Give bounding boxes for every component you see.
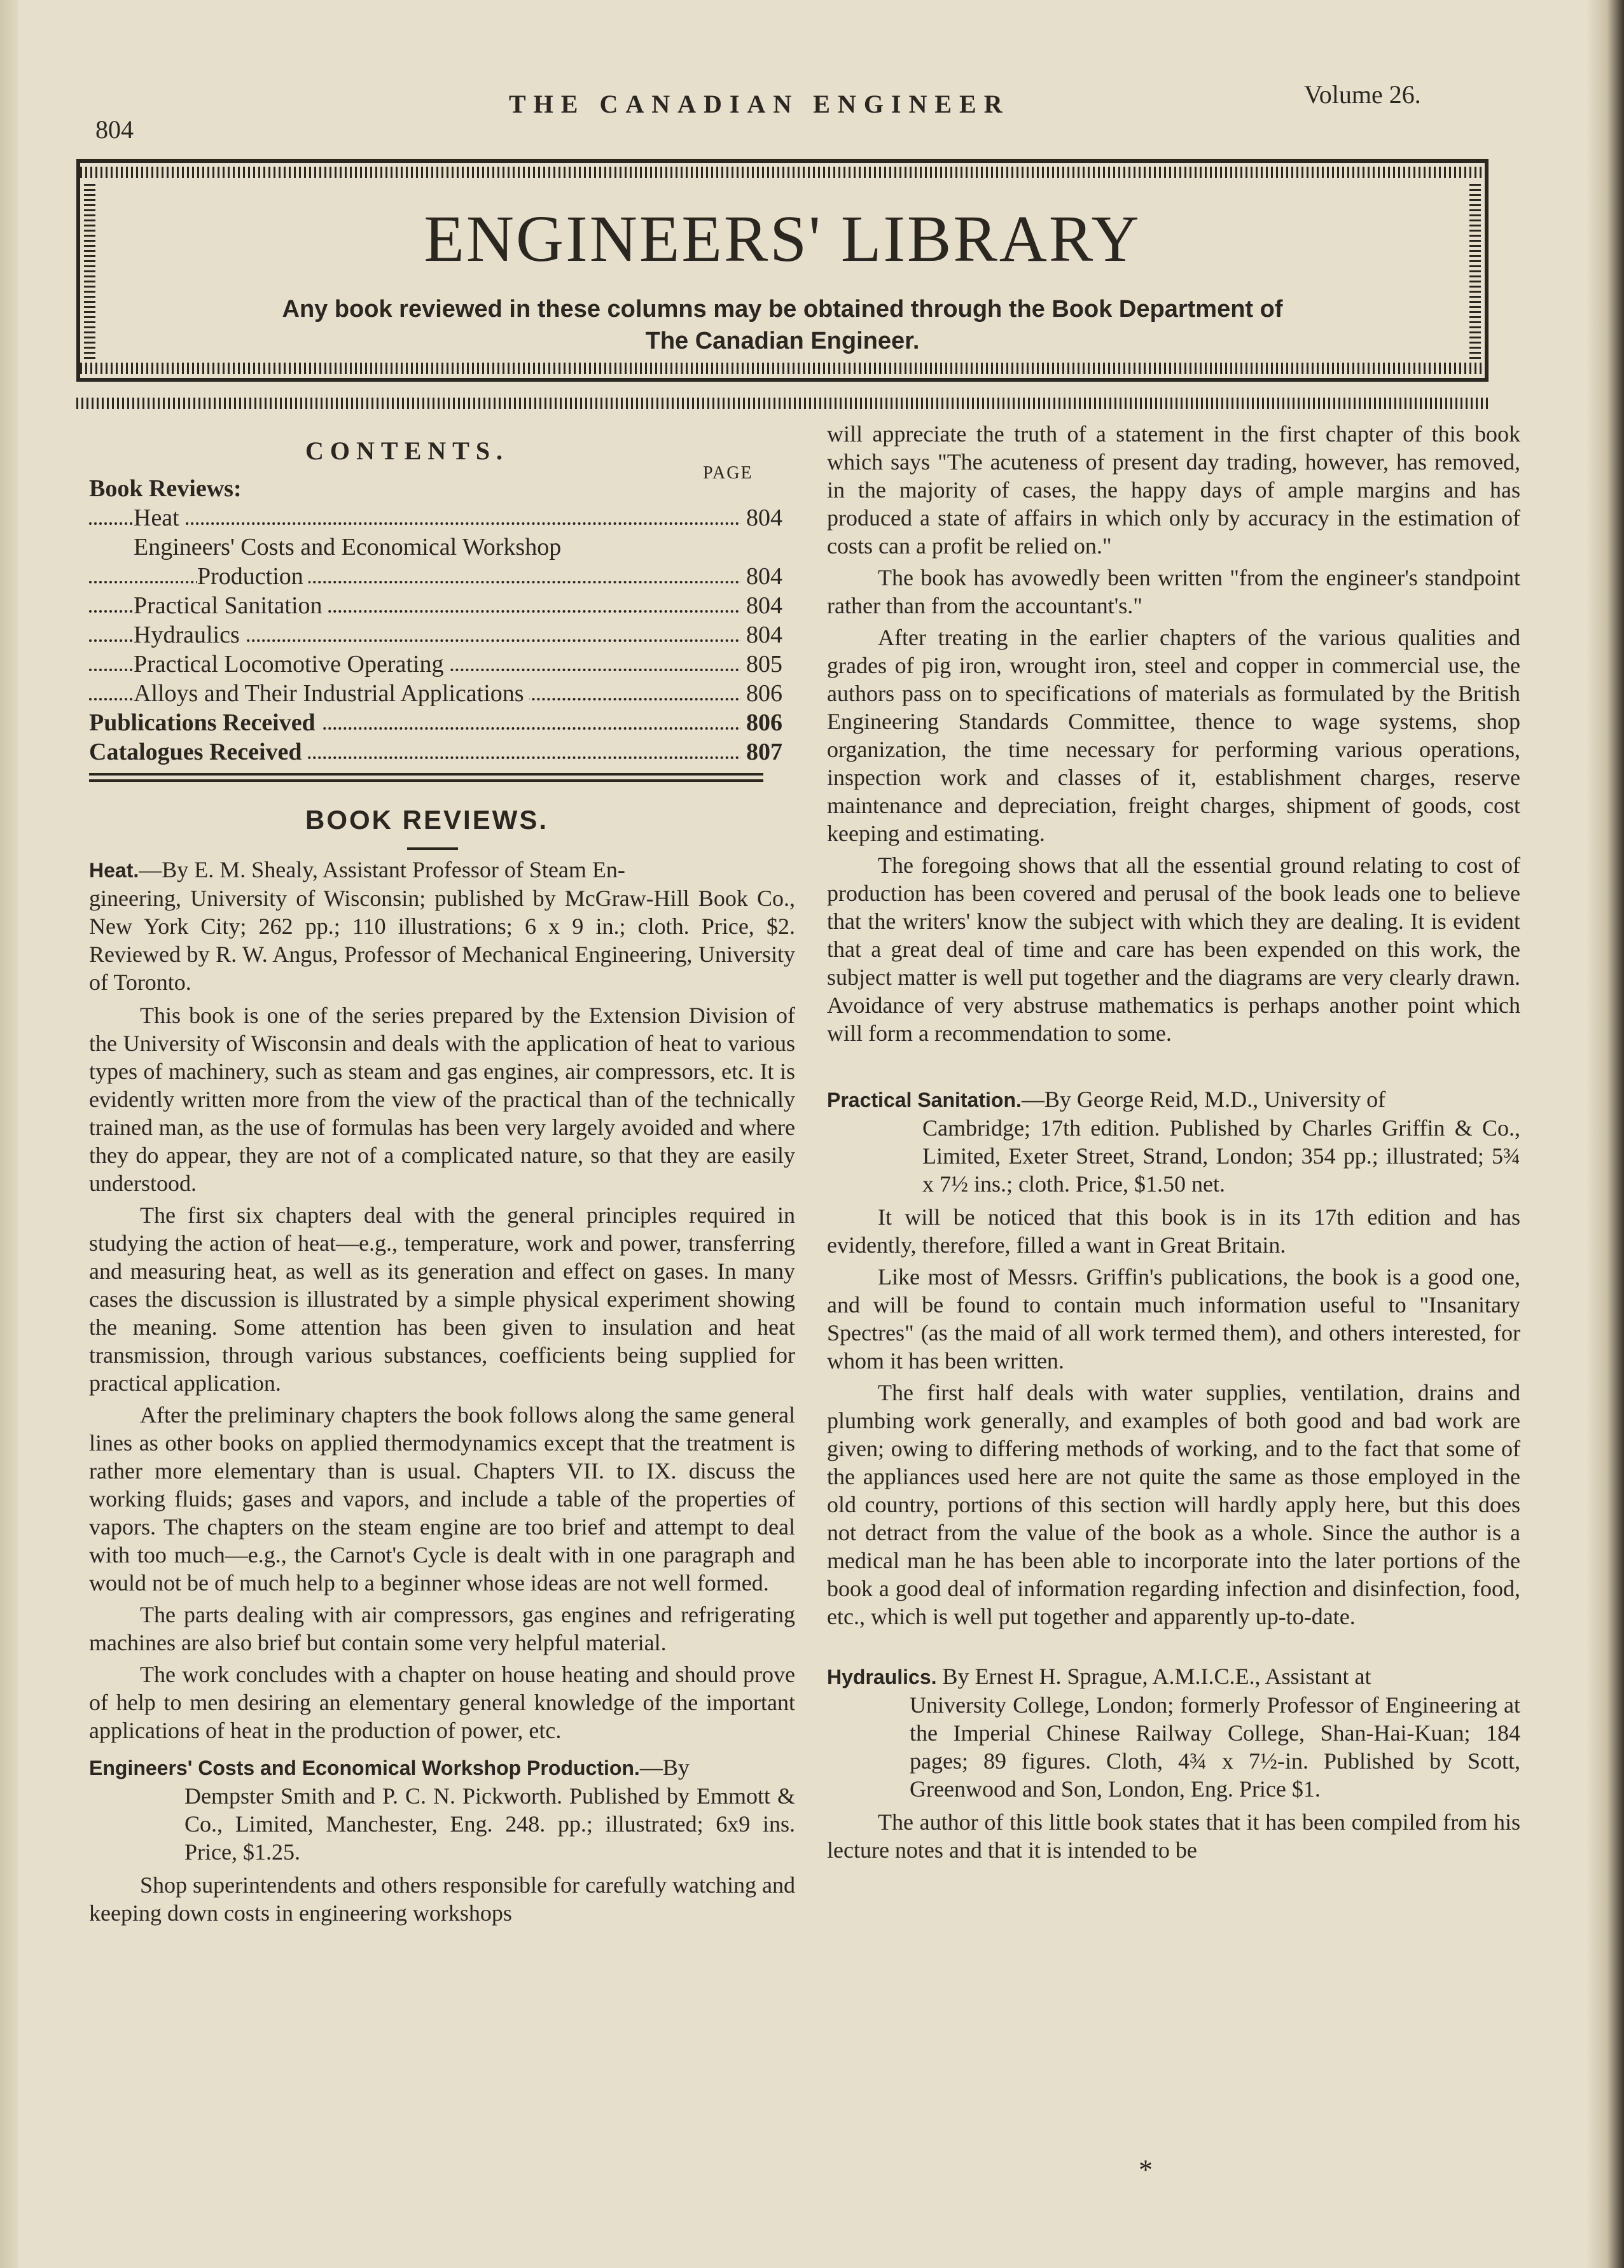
- right-column: [827, 420, 1520, 1868]
- review-heading-heat: [89, 856, 795, 996]
- paragraph: Shop superintendents and others responsible for carefully watching and keeping down costs in engineering workshops: [89, 1872, 795, 1926]
- toc-page: 804: [741, 562, 782, 591]
- review-heading-costs: [89, 1753, 795, 1866]
- review-byline: Cambridge; 17th edition. Published by Charles Griffin & Co., Limited, Exeter Street, Strand, London; 354 pp.; illustrated; 5¾ x 7½ ins.; cloth. Price, $1.50 net.: [922, 1115, 1520, 1197]
- review-byline: gineering, University of Wisconsin; published by McGraw-Hill Book Co., New York City; 262 pp.; 110 illustrations; 6 x 9 in.; cloth. Price, $2. Reviewed by R. W. Angus, Professor of Mechanical Engineering, University of Toronto.: [89, 886, 795, 995]
- paragraph: After treating in the earlier chapters of the various qualities and grades of pig iron, wrought iron, steel and copper in commercial use, the authors pass on to specifications of materials as formulated by the British Engineering Standards Committee, thence to wage systems, shop organization, the time necessary for performing various operations, inspection work and classes of it, establishment charges, reserve maintenance and depreciation, freight charges, shipment of goods, cost keeping and estimating.: [827, 625, 1520, 846]
- paragraph: will appreciate the truth of a statement in the first chapter of this book which says "The acuteness of present day trading, however, has removed, in the majority of cases, the happy days of ample margins and has produced a state of affairs in which only by accuracy in the estimation of costs can a profit be relied on.": [827, 421, 1520, 559]
- section-heading: BOOK REVIEWS.: [305, 805, 549, 835]
- paragraph: The first half deals with water supplies, ventilation, drains and plumbing work generally, and examples of both good and bad work are given; owing to differing methods of working, and to the fact that some of the appliances used here are not quite the same as those employed in the old country, portions of this section will hardly apply here, but this does not detract from the value of the book as a whole. Since the author is a medical man he has been able to incorporate into the later portions of the book a good deal of information regarding infection and disinfection, food, etc., which is well put together and apparently up-to-date.: [827, 1380, 1520, 1629]
- paragraph: The work concludes with a chapter on house heating and should prove of help to men desiring an elementary general knowledge of the important applications of heat in the production of power, etc.: [89, 1662, 795, 1743]
- toc-entry: [89, 503, 782, 532]
- toc-label: Practical Locomotive Operating: [134, 651, 449, 678]
- toc-page: 804: [741, 591, 782, 620]
- paragraph: The author of this little book states that it has been compiled from his lecture notes and that it is intended to be: [827, 1809, 1520, 1863]
- paragraph: The first six chapters deal with the general principles required in studying the action of heat—e.g., temperature, work and power, transferring and measuring heat, as well as its generation and effect on gases. In many cases the discussion is illustrated by a simple physical experiment showing the meaning. Some attention has been given to insulation and heat transmission, through various substances, coefficients being supplied for practical application.: [89, 1202, 795, 1396]
- toc-page: 806: [741, 708, 782, 737]
- toc-label: Practical Sanitation: [134, 592, 328, 619]
- toc-entry: [89, 620, 782, 650]
- review-heading-hydraulics: [827, 1662, 1520, 1803]
- banner-subtitle-line: Any book reviewed in these columns may be obtained through the Book Department of: [282, 296, 1283, 323]
- toc-label: Alloys and Their Industrial Applications: [134, 680, 529, 707]
- review-byline: By Ernest H. Sprague, A.M.I.C.E., Assistant at: [936, 1664, 1371, 1689]
- banner-border: [80, 167, 1485, 178]
- toc-label: Heat: [134, 504, 184, 531]
- toc-label: Catalogues Received: [89, 739, 307, 765]
- toc-entry: [89, 474, 782, 503]
- toc-label: Engineers' Costs and Economical Workshop: [134, 534, 566, 560]
- review-byline: —By E. M. Shealy, Assistant Professor of Steam En-: [139, 857, 625, 882]
- paragraph: The book has avowedly been written "from the engineer's standpoint rather than from the accountant's.": [827, 565, 1520, 618]
- toc-entry: [89, 532, 782, 562]
- banner-subtitle: [80, 293, 1485, 357]
- page-number: 804: [95, 115, 134, 144]
- volume-label: Volume 26.: [1304, 80, 1421, 109]
- review-title: Engineers' Costs and Economical Workshop Production.: [89, 1757, 640, 1779]
- toc-entry: [89, 679, 782, 708]
- banner-subtitle-line: The Canadian Engineer.: [645, 328, 920, 354]
- toc-page: 807: [741, 737, 782, 767]
- banner-title: ENGINEERS' LIBRARY: [424, 202, 1141, 275]
- review-byline: Dempster Smith and P. C. N. Pickworth. Published by Emmott & Co., Limited, Manchester, Eng. 248. pp.; illustrated; 6x9 ins. Price, $1.25.: [184, 1783, 795, 1865]
- short-divider: [407, 847, 458, 850]
- toc-entry: [89, 737, 782, 767]
- paragraph: This book is one of the series prepared by the Extension Division of the University of Wisconsin and deals with the application of heat to various types of machinery, such as steam and gas engines, air compressors, etc. It is evidently written more from the view of the practical than of the technically trained man, as the use of formulas has been very largely avoided and where they do appear, they are not of a complicated nature, so that they are easily understood.: [89, 1003, 795, 1196]
- review-byline: —By George Reid, M.D., University of: [1021, 1087, 1386, 1112]
- toc-label: Book Reviews:: [89, 475, 247, 502]
- toc-page: 804: [741, 620, 782, 650]
- double-divider: [89, 773, 763, 782]
- toc-page: 806: [741, 679, 782, 708]
- left-column: [89, 856, 795, 1931]
- ornament-star: *: [1139, 2154, 1153, 2185]
- review-title: Practical Sanitation.: [827, 1089, 1022, 1111]
- page-gutter: [0, 0, 18, 2268]
- toc-label: Publications Received: [89, 709, 321, 736]
- contents-title: CONTENTS.: [305, 436, 510, 465]
- review-byline: University College, London; formerly Professor of Engineering at the Imperial Chinese Railway College, Shan-Hai-Kuan; 184 pages; 89 figures. Cloth, 4¾ x 7½-in. Published by Scott, Greenwood and Son, London, Eng. Price $1.: [910, 1692, 1520, 1802]
- contents-page-label: PAGE: [703, 463, 753, 483]
- toc-entry: [89, 562, 782, 591]
- table-of-contents: [89, 474, 782, 767]
- review-title: Hydraulics.: [827, 1666, 937, 1688]
- toc-entry: [89, 591, 782, 620]
- page-edge-shadow: [1586, 0, 1624, 2268]
- paragraph: Like most of Messrs. Griffin's publications, the book is a good one, and will be found to contain much information useful to "Insanitary Spectres" (as the maid of all work termed them), and others interested, for whom it has been written.: [827, 1264, 1520, 1374]
- paragraph: It will be noticed that this book is in its 17th edition and has evidently, therefore, filled a want in Great Britain.: [827, 1204, 1520, 1258]
- journal-title: THE CANADIAN ENGINEER: [509, 90, 1010, 118]
- toc-entry: [89, 708, 782, 737]
- review-title: Heat.: [89, 859, 139, 882]
- hatched-rule: [76, 398, 1489, 409]
- paragraph: The foregoing shows that all the essential ground relating to cost of production has been covered and perusal of the book leads one to believe that the writers' know the subject with which they are dealing. It is evident that a great deal of time and care has been expended on this work, the subject matter is well put together and the diagrams are very clearly drawn. Avoidance of very abstruse mathematics is perhaps another point which will form a recommendation to some.: [827, 852, 1520, 1046]
- paragraph: After the preliminary chapters the book follows along the same general lines as other books on applied thermodynamics except that the treatment is rather more elementary than is usual. Chapters VII. to IX. discuss the working fluids; gases and vapors, and include a table of the properties of vapors. The chapters on the steam engine are too brief and attempt to deal with too much—e.g., the Carnot's Cycle is dealt with in one paragraph and would not be of much help to a beginner whose ideas are not well formed.: [89, 1402, 795, 1596]
- toc-label: Hydraulics: [134, 622, 245, 648]
- toc-page: 804: [741, 503, 782, 532]
- toc-entry: [89, 650, 782, 679]
- library-banner: [76, 159, 1489, 382]
- paragraph: The parts dealing with air compressors, gas engines and refrigerating machines are also brief but contain some very helpful material.: [89, 1602, 795, 1655]
- toc-page: 805: [741, 650, 782, 679]
- review-heading-sanitation: [827, 1085, 1520, 1198]
- review-byline: —By: [639, 1755, 690, 1780]
- banner-border: [80, 363, 1485, 374]
- toc-label: Production: [197, 563, 309, 590]
